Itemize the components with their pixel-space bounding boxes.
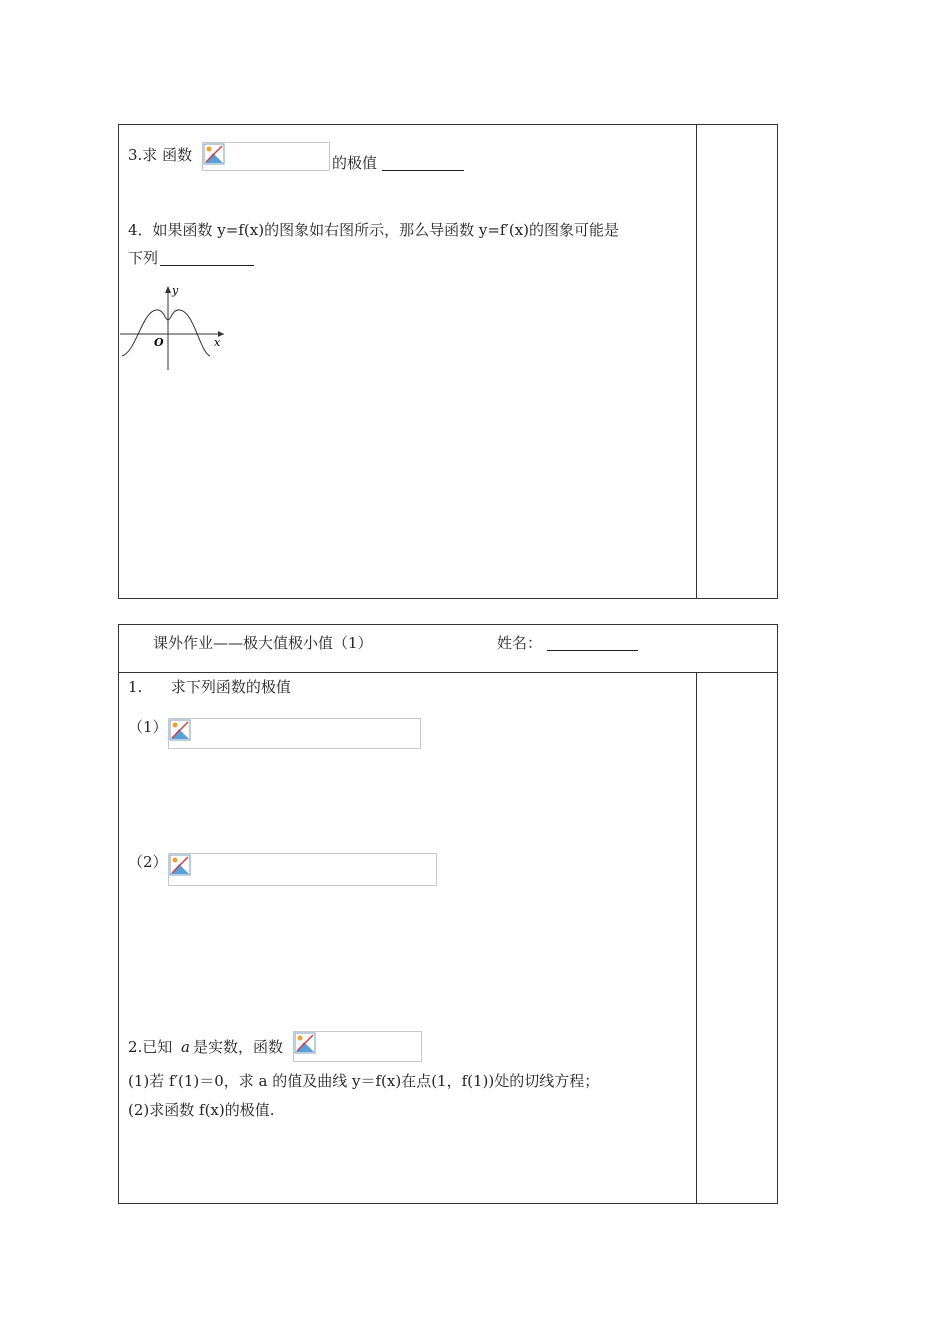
q2-sub2: (2)求函数 f(x)的极值. — [128, 1101, 275, 1119]
q2-prefix: 2.已知 — [128, 1038, 173, 1056]
section2-divider — [696, 672, 697, 1204]
q1-part1-formula-image — [168, 718, 421, 749]
q2-variable-a: a — [181, 1038, 190, 1056]
q3-formula-image — [202, 142, 330, 171]
q3-prefix: 3.求 函数 — [128, 146, 193, 164]
q3-suffix: 的极值 — [332, 154, 378, 172]
q2-formula-image — [293, 1031, 422, 1062]
q1-part2-formula-image — [168, 853, 437, 886]
section1-divider — [696, 124, 697, 599]
broken-image-icon — [169, 854, 191, 876]
q4-answer-blank — [160, 265, 254, 266]
q4-line1: 4．如果函数 y=f(x)的图象如右图所示，那么导函数 y=f′(x)的图象可能是 — [128, 221, 620, 239]
q1-part1-label: （1） — [128, 718, 168, 736]
q4-line2: 下列 — [128, 249, 159, 267]
section2-header-divider — [118, 672, 778, 673]
q3-answer-blank — [382, 170, 464, 171]
origin-label: O — [154, 336, 164, 349]
broken-image-icon — [294, 1032, 316, 1054]
broken-image-icon — [203, 143, 225, 165]
q1-part2-label: （2） — [128, 853, 168, 871]
q2-mid: 是实数，函数 — [193, 1038, 284, 1056]
q2-sub1: (1)若 f′(1)＝0，求 a 的值及曲线 y＝f(x)在点(1，f(1))处的切线方程； — [128, 1072, 600, 1090]
homework-title: 课外作业——极大值极小值（1） — [153, 634, 373, 652]
name-blank — [547, 650, 638, 651]
name-label: 姓名： — [497, 634, 543, 652]
y-axis-label: y — [172, 284, 179, 297]
broken-image-icon — [169, 719, 191, 741]
function-graph — [118, 282, 230, 374]
q1-title: 1. 求下列函数的极值 — [128, 678, 291, 696]
x-axis-label: x — [214, 336, 221, 349]
